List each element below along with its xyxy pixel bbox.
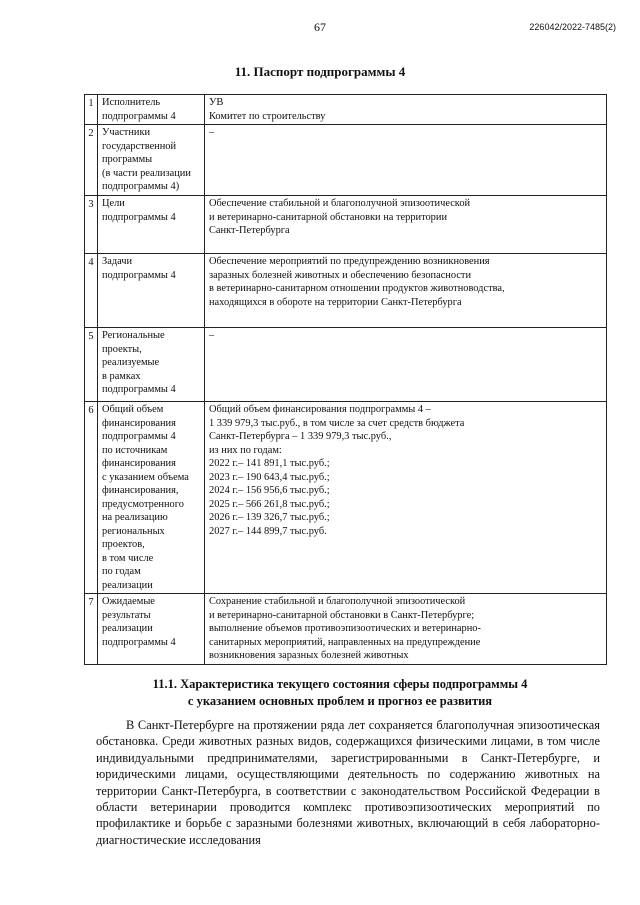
section-title: 11. Паспорт подпрограммы 4 bbox=[234, 64, 406, 79]
row-number: 7 bbox=[85, 594, 98, 665]
row-label: Общий объем финансирования подпрограммы 4 по источникам финансирования с указанием объема финансирования, предусмотренного на реализацию региональных проектов, в том числе по годам реализации bbox=[98, 402, 205, 594]
subsection-title bbox=[80, 676, 600, 710]
row-label: Исполнитель подпрограммы 4 bbox=[98, 95, 205, 125]
row-content: Общий объем финансирования подпрограммы 4 – 1 339 979,3 тыс.руб., в том числе за счет средств бюджета Санкт-Петербурга – 1 339 979,3 тыс.руб., из них по годам: 2022 г.– 141 891,1 тыс.руб.; 2023 г.– 190 643,4 тыс.руб.; 2024 г.– 156 956,6 тыс.руб.; 2025 г.– 566 261,8 тыс.руб.; 2026 г.– 139 326,7 тыс.руб.; 2027 г.– 144 899,7 тыс.руб. bbox=[205, 402, 607, 594]
row-label: Ожидаемые результаты реализации подпрограммы 4 bbox=[98, 594, 205, 665]
row-label: Участники государственной программы (в части реализации подпрограммы 4) bbox=[98, 125, 205, 196]
row-content: УВ Комитет по строительству bbox=[205, 95, 607, 125]
body-paragraph: В Санкт-Петербурге на протяжении ряда лет сохраняется благополучная эпизоотическая обстановка. Среди животных разных видов, содержащихся физическими лицами, в том числе индивидуальными предпринимателями, зарегистрированными в Санкт-Петербурге, и юридическими лицами, осуществляющими деятельность по содержанию животных на территории Санкт-Петербурга, в соответствии с законодательством Российской Федерации в области ветеринарии проводится комплекс противоэпизоотических мероприятий по профилактике и борьбе с заразными болезнями животных, включающий в себя лабораторно-диагностические исследования bbox=[96, 718, 600, 847]
row-number: 5 bbox=[85, 328, 98, 402]
row-label: Цели подпрограммы 4 bbox=[98, 196, 205, 254]
table-row bbox=[85, 95, 607, 125]
row-content: Сохранение стабильной и благополучной эпизоотической и ветеринарно-санитарной обстановки в Санкт-Петербурге; выполнение объемов противоэпизоотических и ветеринарно- санитарных мероприятий, направленных на предупреждение возникновения заразных болезней животных bbox=[205, 594, 607, 665]
table-row bbox=[85, 196, 607, 254]
table-row bbox=[85, 402, 607, 594]
passport-table bbox=[84, 94, 607, 665]
row-content: Обеспечение мероприятий по предупреждению возникновения заразных болезней животных и обеспечению безопасности в ветеринарно-санитарном отношении продуктов животноводства, находящихся в обороте на территории Санкт-Петербурга bbox=[205, 254, 607, 328]
row-number: 6 bbox=[85, 402, 98, 594]
row-label: Задачи подпрограммы 4 bbox=[98, 254, 205, 328]
subsection-title-line: с указанием основных проблем и прогноз ее развития bbox=[187, 693, 493, 708]
row-number: 1 bbox=[85, 95, 98, 125]
page-number: 67 bbox=[314, 20, 326, 34]
row-content: Обеспечение стабильной и благополучной эпизоотической и ветеринарно-санитарной обстановки на территории Санкт-Петербурга bbox=[205, 196, 607, 254]
row-number: 2 bbox=[85, 125, 98, 196]
table-row bbox=[85, 328, 607, 402]
document-id: 226042/2022-7485(2) bbox=[529, 22, 616, 32]
row-number: 3 bbox=[85, 196, 98, 254]
table-row bbox=[85, 125, 607, 196]
row-content: – bbox=[205, 125, 607, 196]
subsection-title-line: 11.1. Характеристика текущего состояния сферы подпрограммы 4 bbox=[152, 677, 528, 691]
table-row bbox=[85, 594, 607, 665]
row-number: 4 bbox=[85, 254, 98, 328]
row-label: Региональные проекты, реализуемые в рамках подпрограммы 4 bbox=[98, 328, 205, 402]
row-content: – bbox=[205, 328, 607, 402]
table-row bbox=[85, 254, 607, 328]
